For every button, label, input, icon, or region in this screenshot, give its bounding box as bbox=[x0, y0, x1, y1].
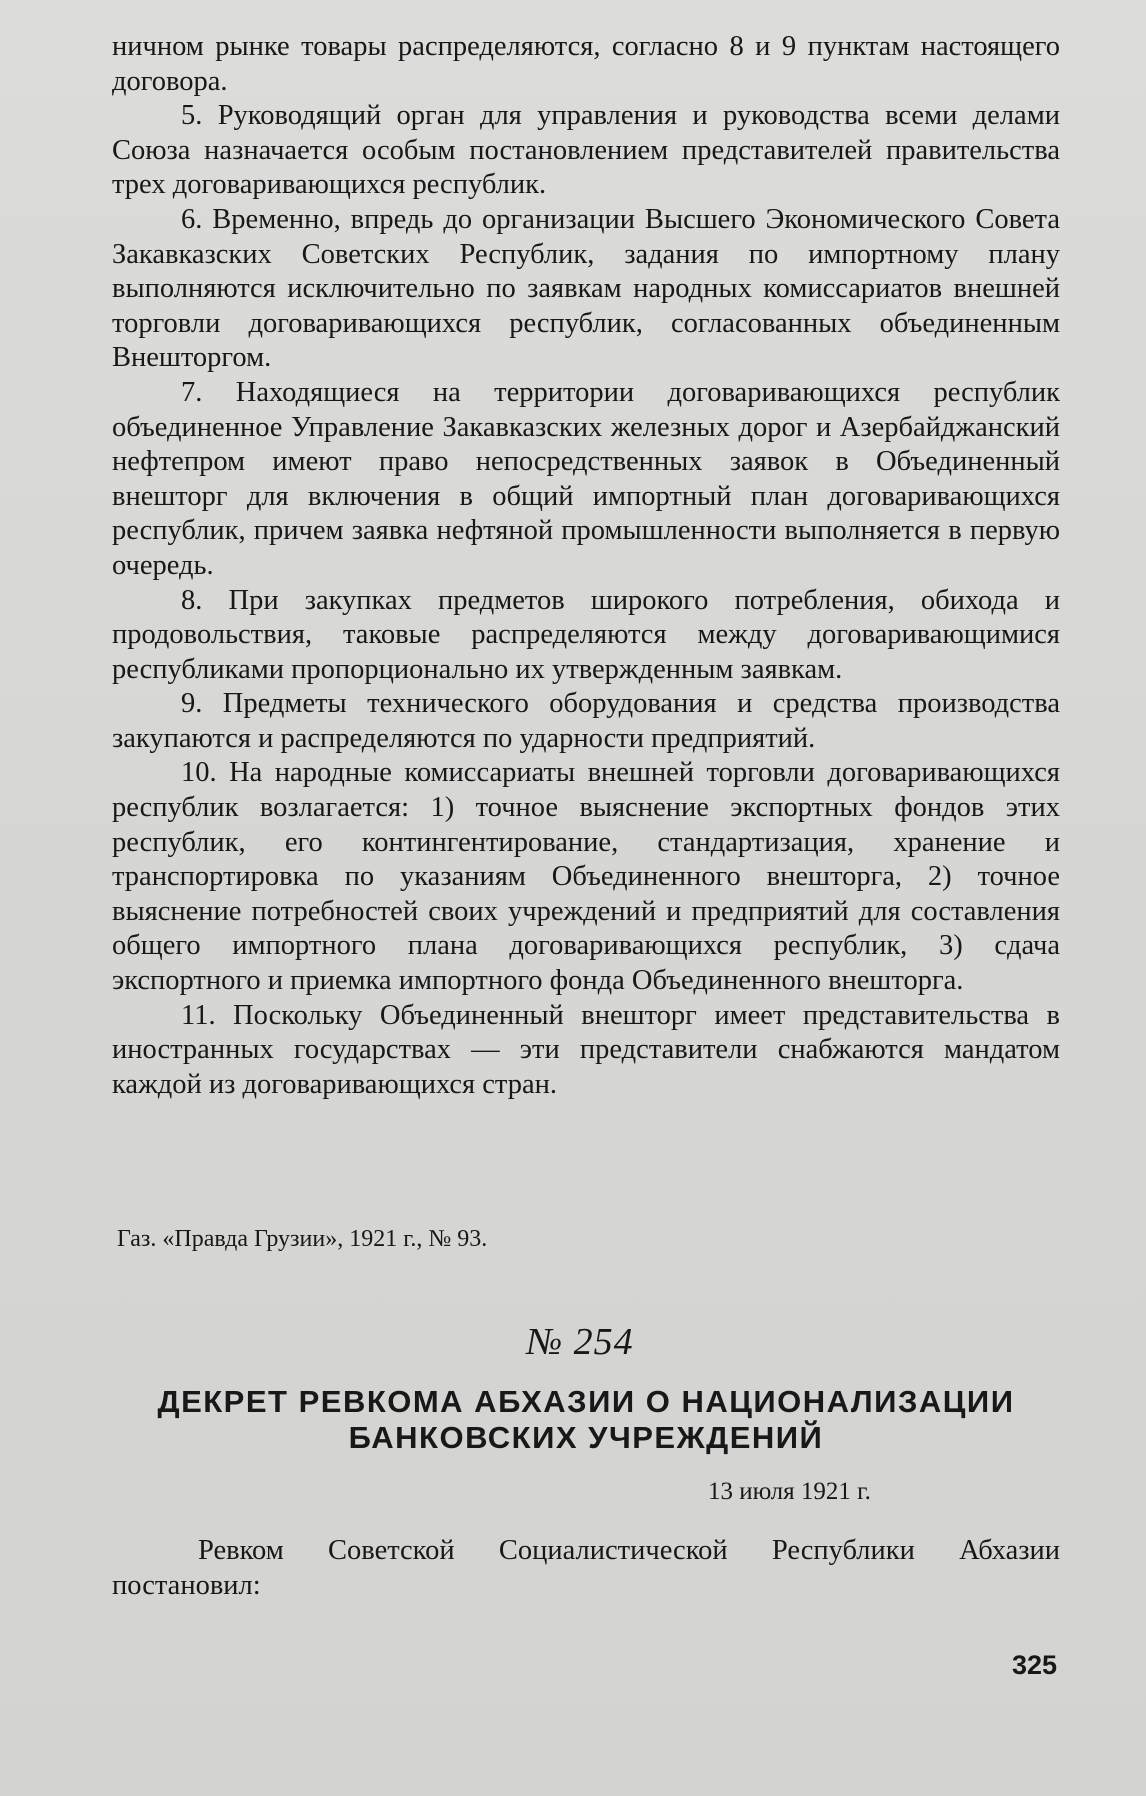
paragraph-10: 10. На народные комиссариаты внешней торговли договаривающихся республик возлагается: 1) точное выяснение экспортных фондов этих республик, его контингентирование, стандартизация, хранение и транспортировка по указаниям Объединенного внешторга, 2) точное выяснение потребностей своих учреждений и предприятий для составления общего импортного плана договаривающихся республик, 3) сдача экспортного и приемка импортного фонда Объединенного внешторга. bbox=[112, 757, 1060, 997]
decree-preamble bbox=[112, 1533, 1060, 1603]
paragraph-9: 9. Предметы технического оборудования и средства производства закупаются и распределяются по ударности предприятий. bbox=[112, 688, 1060, 754]
paragraph-5: 5. Руководящий орган для управления и руководства всеми делами Союза назначается особым постановлением представителей правительства трех договаривающихся республик. bbox=[112, 100, 1060, 201]
preamble-text: Ревком Советской Социалистической Республики Абхазии постановил: bbox=[112, 1535, 1060, 1601]
paragraph-7: 7. Находящиеся на территории договаривающихся республик объединенное Управление Закавказских железных дорог и Азербайджанский нефтепром имеют право непосредственных заявок в Объединенный внешторг для включения в общий импортный план договаривающихся республик, причем заявка нефтяной промышленности выполняется в первую очередь. bbox=[112, 376, 1060, 581]
page-number: 325 bbox=[1012, 1650, 1058, 1680]
treaty-text bbox=[112, 30, 1060, 1102]
document-title: ДЕКРЕТ РЕВКОМА АБХАЗИИ О НАЦИОНАЛИЗАЦИИ БАНКОВСКИХ УЧРЕЖДЕНИЙ bbox=[157, 1384, 1015, 1455]
document-date: 13 июля 1921 г. bbox=[708, 1478, 871, 1505]
document-number: № 254 bbox=[526, 1321, 634, 1363]
paragraph-6: 6. Временно, впредь до организации Высшего Экономического Совета Закавказских Советских Республик, задания по импортному плану выполняются исключительно по заявкам народных комиссариатов внешней торговли договаривающихся республик, согласованных объединенным Внешторгом. bbox=[112, 203, 1060, 374]
source-citation: Газ. «Правда Грузии», 1921 г., № 93. bbox=[117, 1226, 488, 1252]
paragraph-continuation: ничном рынке товары распределяются, согласно 8 и 9 пунктам настоящего договора. bbox=[112, 31, 1060, 97]
paragraph-11: 11. Поскольку Объединенный внешторг имеет представительства в иностранных государствах — эти представители снабжаются мандатом каждой из договаривающихся стран. bbox=[112, 999, 1060, 1100]
paragraph-8: 8. При закупках предметов широкого потребления, обихода и продовольствия, таковые распределяются между договаривающимися республиками пропорционально их утвержденным заявкам. bbox=[112, 584, 1060, 685]
